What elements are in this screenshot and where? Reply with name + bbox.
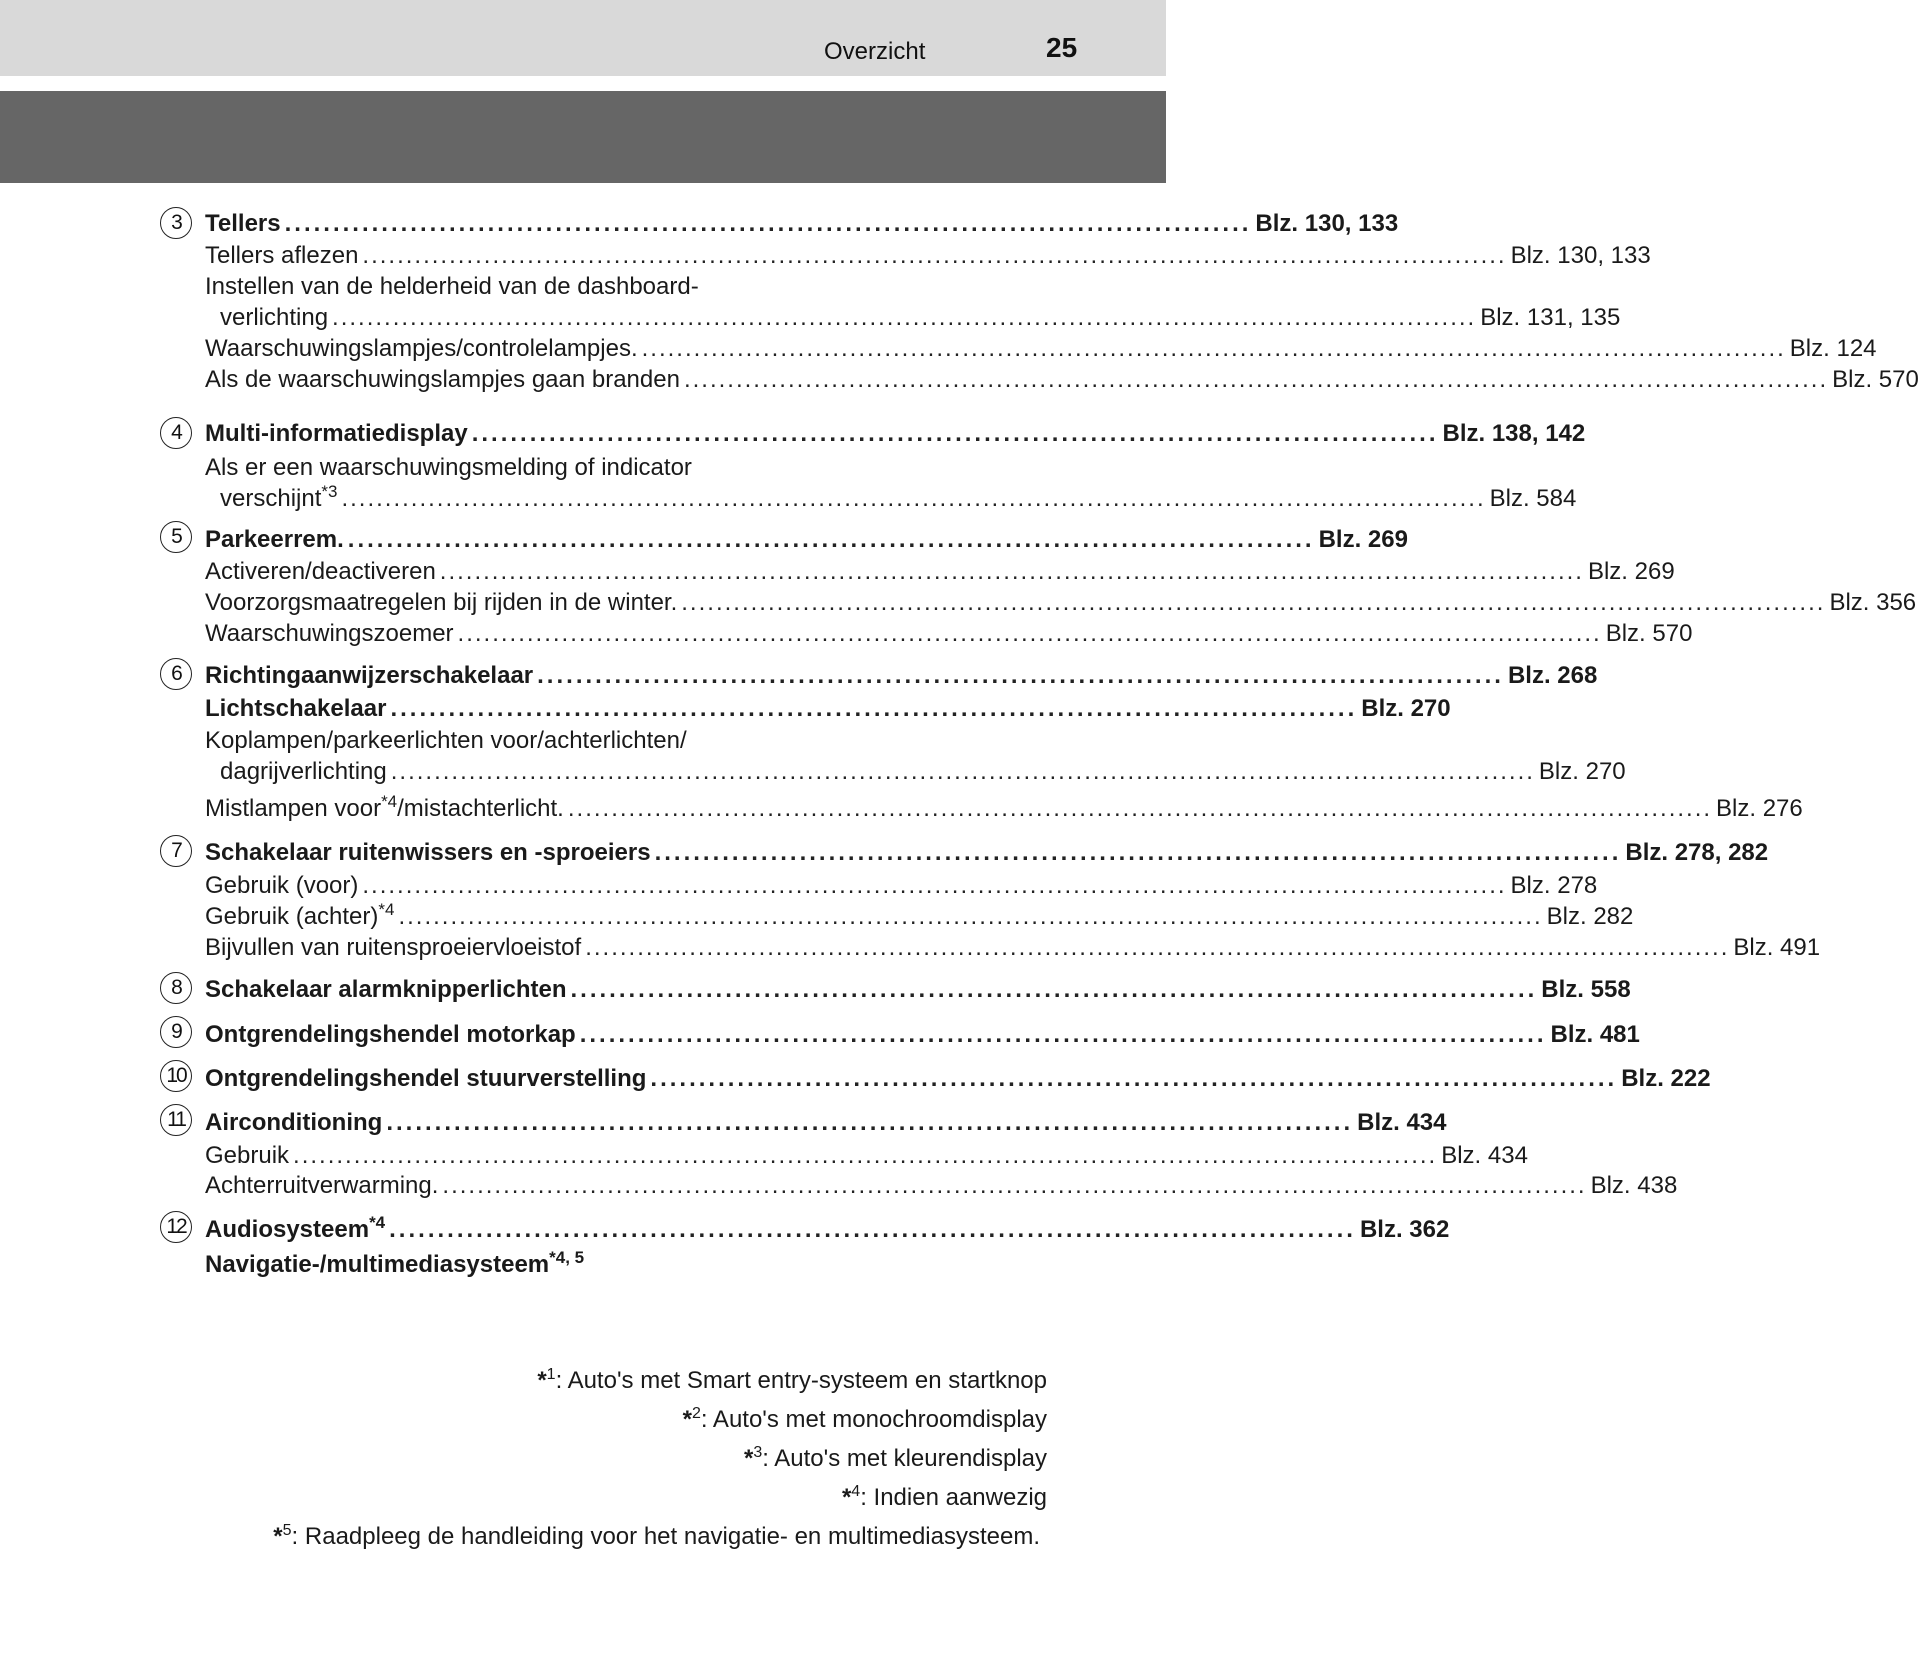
toc-entry	[205, 1065, 1711, 1093]
entry-title: Mistlampen voor	[205, 795, 382, 822]
dot-leader: ....................................................................................................	[389, 1216, 1356, 1243]
entry-title: Instellen van de helderheid van de dashboard-	[205, 273, 699, 300]
dot-leader: ....................................................................................................................................	[585, 934, 1730, 961]
toc-subentry	[205, 872, 1598, 900]
toc-subentry	[205, 934, 1821, 962]
toc-subentry	[205, 727, 1004, 755]
entry-title: Gebruik (achter)	[205, 903, 379, 930]
footnote-text: : Indien aanwezig	[860, 1484, 1047, 1511]
dot-leader: ....................................................................................................	[347, 526, 1315, 553]
entry-title: Airconditioning	[205, 1109, 383, 1136]
entry-page: Blz. 268	[1507, 662, 1598, 689]
dot-leader: ....................................................................................................................................	[442, 1172, 1587, 1199]
entry-title: Ontgrendelingshendel stuurverstelling	[205, 1065, 647, 1092]
entry-title: Gebruik (voor)	[205, 872, 359, 899]
toc-subentry-continued	[220, 482, 1577, 513]
dot-leader: ....................................................................................................................................	[567, 795, 1713, 822]
toc-subentry	[205, 620, 1693, 648]
entry-page: Blz. 222	[1621, 1065, 1711, 1092]
entry-page: Blz. 130, 133	[1510, 242, 1651, 269]
dot-leader: ....................................................................................................	[537, 662, 1504, 689]
entry-page: Blz. 131, 135	[1480, 304, 1621, 331]
toc-subentry	[205, 454, 1004, 482]
entry-page: Blz. 434	[1441, 1142, 1528, 1169]
item-number-4: 4	[160, 417, 192, 449]
entry-page: Blz. 491	[1733, 934, 1821, 961]
footnote	[744, 1445, 1047, 1473]
toc-entry	[205, 1248, 1004, 1279]
footnote-ref: *4	[378, 900, 395, 919]
dot-leader: ....................................................................................................................................	[390, 758, 1535, 785]
entry-title: Richtingaanwijzerschakelaar	[205, 662, 534, 689]
item-number-11: 11	[160, 1104, 192, 1136]
entry-title: Voorzorgsmaatregelen bij rijden in de winter.	[205, 589, 678, 616]
entry-page: Blz. 438	[1590, 1172, 1678, 1199]
toc-entry	[205, 210, 1399, 238]
dot-leader: ....................................................................................................................................	[641, 335, 1786, 362]
page-number: 25	[1046, 32, 1078, 63]
entry-page: Blz. 269	[1318, 526, 1408, 553]
toc-entry	[205, 695, 1451, 723]
footnote-ref: *4	[381, 792, 398, 811]
entry-page: Blz. 138, 142	[1442, 420, 1586, 447]
footnote-number: 5	[282, 1522, 292, 1539]
footnote	[683, 1406, 1047, 1434]
toc-entry	[205, 420, 1586, 448]
footnote	[537, 1367, 1047, 1395]
dot-leader: ....................................................................................................................................	[457, 620, 1602, 647]
footnote-mark: *	[537, 1367, 547, 1394]
entry-title: Tellers	[205, 210, 281, 237]
entry-page: Blz. 270	[1361, 695, 1451, 722]
footnote-ref: *3	[321, 482, 338, 501]
footnote-number: 2	[692, 1405, 701, 1422]
entry-title: Als de waarschuwingslampjes gaan branden	[205, 366, 680, 393]
toc-subentry	[205, 273, 1004, 301]
footnote	[273, 1523, 1040, 1551]
footnote-text: : Raadpleeg de handleiding voor het navigatie- en multimediasysteem.	[291, 1523, 1040, 1550]
entry-title: Waarschuwingszoemer	[205, 620, 454, 647]
toc-entry	[205, 662, 1598, 690]
toc-subentry	[205, 589, 1917, 617]
dot-leader: ....................................................................................................	[654, 839, 1622, 866]
dot-leader: ....................................................................................................	[650, 1065, 1618, 1092]
entry-title: Multi-informatiedisplay	[205, 420, 468, 447]
item-number-7: 7	[160, 835, 192, 867]
dot-leader: ....................................................................................................................................	[362, 872, 1507, 899]
entry-page: Blz. 558	[1541, 976, 1631, 1003]
dot-leader: ....................................................................................................................................	[398, 903, 1543, 930]
footnote-number: 3	[753, 1444, 763, 1461]
item-number-6: 6	[160, 658, 192, 690]
entry-page: Blz. 356	[1829, 589, 1917, 616]
dot-leader: ....................................................................................................................................	[341, 485, 1486, 512]
entry-title: Bijvullen van ruitensproeiervloeistof	[205, 934, 582, 961]
toc-subentry-continued	[220, 758, 1626, 786]
entry-page: Blz. 270	[1538, 758, 1626, 785]
footnote-mark: *	[682, 1406, 693, 1433]
footnote-number: 4	[851, 1483, 861, 1500]
entry-title: verschijnt	[220, 485, 322, 512]
entry-page: Blz. 278, 282	[1625, 839, 1769, 866]
footnote-text: : Auto's met kleurendisplay	[762, 1445, 1047, 1472]
entry-title: Parkeerrem.	[205, 526, 344, 553]
entry-title: Koplampen/parkeerlichten voor/achterlichten/	[205, 727, 687, 754]
entry-title: Activeren/deactiveren	[205, 558, 436, 585]
toc-subentry	[205, 335, 1877, 363]
toc-subentry	[205, 242, 1651, 270]
footnote-text: : Auto's met Smart entry-systeem en startknop	[555, 1367, 1047, 1394]
dot-leader: ....................................................................................................................................	[439, 558, 1584, 585]
entry-page: Blz. 584	[1489, 485, 1577, 512]
dot-leader: ....................................................................................................................................	[332, 304, 1477, 331]
toc-subentry	[205, 792, 1803, 823]
dot-leader: ....................................................................................................................................	[683, 366, 1829, 393]
entry-title: dagrijverlichting	[220, 758, 387, 785]
item-number-12: 12	[160, 1211, 192, 1243]
entry-page: Blz. 276	[1716, 795, 1803, 822]
entry-page: Blz. 570	[1605, 620, 1693, 647]
entry-title: Tellers aflezen	[205, 242, 359, 269]
footnote-mark: *	[744, 1445, 754, 1472]
item-number-5: 5	[160, 521, 192, 553]
footnote	[842, 1484, 1047, 1512]
footnote-mark: *	[841, 1484, 852, 1511]
footnote-number: 1	[546, 1366, 556, 1383]
entry-page: Blz. 269	[1587, 558, 1675, 585]
entry-title: Navigatie-/multimediasysteem	[205, 1251, 550, 1278]
item-number-3: 3	[160, 207, 192, 239]
toc-subentry	[205, 366, 1919, 394]
toc-subentry	[205, 558, 1675, 586]
entry-title: Waarschuwingslampjes/controlelampjes.	[205, 335, 638, 362]
entry-title: verlichting	[220, 304, 329, 331]
entry-page: Blz. 124	[1789, 335, 1877, 362]
toc-subentry	[205, 1172, 1678, 1200]
item-number-8: 8	[160, 972, 192, 1004]
entry-page: Blz. 434	[1357, 1109, 1447, 1136]
entry-title: Schakelaar ruitenwissers en -sproeiers	[205, 839, 651, 866]
entry-title: Ontgrendelingshendel motorkap	[205, 1021, 576, 1048]
dot-leader: ....................................................................................................................................	[293, 1142, 1438, 1169]
dot-leader: ....................................................................................................	[579, 1021, 1547, 1048]
entry-title: Lichtschakelaar	[205, 695, 387, 722]
dot-leader: ....................................................................................................	[386, 1109, 1354, 1136]
entry-title: Audiosysteem	[205, 1216, 370, 1243]
entry-page: Blz. 282	[1546, 903, 1634, 930]
entry-title: Schakelaar alarmknipperlichten	[205, 976, 567, 1003]
entry-page: Blz. 130, 133	[1255, 210, 1399, 237]
toc-subentry	[205, 900, 1634, 931]
dot-leader: ....................................................................................................................................	[362, 242, 1507, 269]
footnote-ref: *4	[369, 1213, 386, 1232]
toc-subentry	[205, 1142, 1528, 1170]
entry-title: Achterruitverwarming.	[205, 1172, 439, 1199]
header-bar	[0, 0, 1166, 76]
toc-entry	[205, 1021, 1640, 1049]
toc-subentry-continued	[220, 304, 1621, 332]
dot-leader: ....................................................................................................	[284, 210, 1252, 237]
section-title: Overzicht	[824, 38, 926, 65]
entry-page: Blz. 481	[1550, 1021, 1640, 1048]
entry-page: Blz. 570	[1832, 366, 1919, 393]
entry-page: Blz. 362	[1359, 1216, 1450, 1243]
footnote-mark: *	[273, 1523, 283, 1550]
toc-entry	[205, 976, 1631, 1004]
item-number-10: 10	[160, 1060, 192, 1092]
entry-page: Blz. 278	[1510, 872, 1598, 899]
dot-leader: ....................................................................................................	[570, 976, 1538, 1003]
entry-title: Gebruik	[205, 1142, 290, 1169]
toc-entry	[205, 526, 1408, 554]
dot-leader: ....................................................................................................	[390, 695, 1358, 722]
header-band	[0, 91, 1166, 183]
dot-leader: ....................................................................................................................................	[681, 589, 1826, 616]
footnote-ref: *4, 5	[549, 1248, 585, 1267]
toc-entry	[205, 1109, 1447, 1137]
toc-entry	[205, 1213, 1450, 1244]
toc-entry	[205, 839, 1769, 867]
footnote-text: : Auto's met monochroomdisplay	[700, 1406, 1047, 1433]
entry-title: Als er een waarschuwingsmelding of indicator	[205, 454, 692, 481]
entry-title-cont: /mistachterlicht.	[397, 795, 564, 822]
item-number-9: 9	[160, 1016, 192, 1048]
dot-leader: ....................................................................................................	[471, 420, 1439, 447]
